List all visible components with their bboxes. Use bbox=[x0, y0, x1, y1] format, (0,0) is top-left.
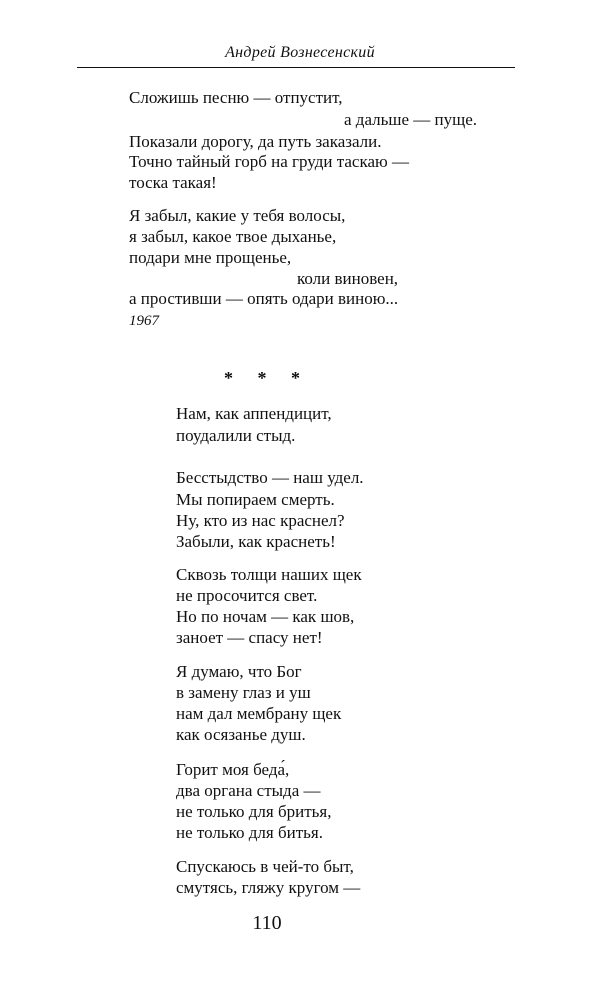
poem-line: коли виновен, bbox=[297, 269, 399, 288]
poem-line: тоска такая! bbox=[129, 173, 217, 192]
poem-line: Мы попираем смерть. bbox=[176, 490, 335, 509]
poem-line: Ну, кто из нас краснел? bbox=[176, 511, 345, 530]
poem-line: Сложишь песню — отпустит, bbox=[129, 88, 343, 107]
poem-line: а простивши — опять одари виною... bbox=[129, 289, 399, 308]
poem-line: Я думаю, что Бог bbox=[176, 662, 302, 681]
poem-date: 1967 bbox=[129, 313, 159, 329]
poem-line: как осязанье душ. bbox=[176, 725, 306, 744]
poem-line: не только для битья. bbox=[176, 823, 323, 842]
page-number: 110 bbox=[252, 912, 282, 934]
poem-line: Спускаюсь в чей-то быт, bbox=[176, 857, 354, 876]
poem-line: нам дал мембрану щек bbox=[176, 704, 342, 723]
poem-line: а дальше — пуще. bbox=[344, 110, 477, 129]
poem-line: Я забыл, какие у тебя волосы, bbox=[129, 206, 346, 225]
poem-line: Забыли, как краснеть! bbox=[176, 532, 336, 551]
asterism-separator: * * * bbox=[224, 368, 310, 388]
poem-line: Бесстыдство — наш удел. bbox=[176, 468, 364, 487]
poem-line: в замену глаз и уш bbox=[176, 683, 311, 702]
poem-line: я забыл, какое твое дыханье, bbox=[129, 227, 337, 246]
running-head: Андрей Вознесенский bbox=[225, 44, 375, 61]
poem-line: смутясь, гляжу кругом — bbox=[176, 878, 361, 897]
header-rule bbox=[77, 67, 515, 68]
poem-line: поудалили стыд. bbox=[176, 426, 296, 445]
poem-line: не просочится свет. bbox=[176, 586, 318, 605]
poem-line: Но по ночам — как шов, bbox=[176, 607, 355, 626]
poem-line: подари мне прощенье, bbox=[129, 248, 292, 267]
poem-line: не только для бритья, bbox=[176, 802, 332, 821]
poem-line: два органа стыда — bbox=[176, 781, 321, 800]
poem-line: заноет — спасу нет! bbox=[176, 628, 323, 647]
poem-line: Нам, как аппендицит, bbox=[176, 404, 332, 423]
poem-line: Показали дорогу, да путь заказали. bbox=[129, 132, 382, 151]
poem-line: Горит моя беда́, bbox=[176, 760, 290, 779]
poem-line: Точно тайный горб на груди таскаю — bbox=[129, 152, 409, 171]
poem-line: Сквозь толщи наших щек bbox=[176, 565, 362, 584]
